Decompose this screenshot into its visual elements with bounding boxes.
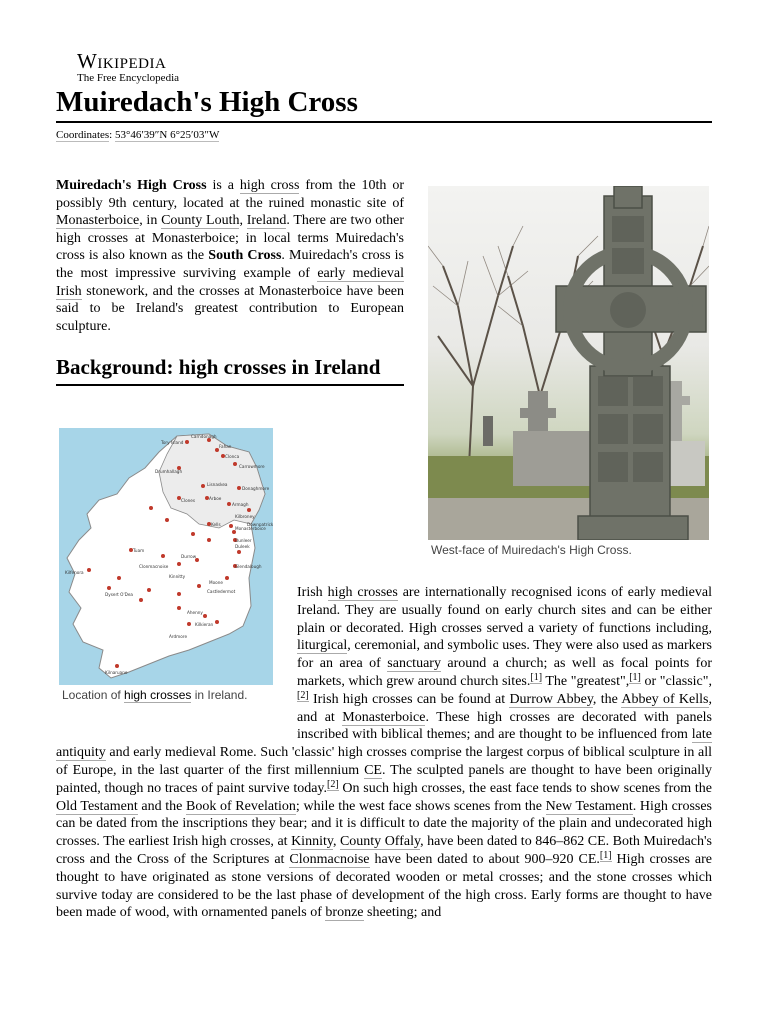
wikipedia-logo[interactable] [77, 50, 179, 84]
reference-1[interactable] [600, 850, 612, 862]
reference-2[interactable] [297, 690, 309, 702]
page-title: Muiredach's High Cross [56, 84, 712, 123]
svg-text:Duleek: Duleek [235, 544, 250, 549]
intro-text: . There are two other high crosses at Monasterboice; in local terms Muiredach's cross is also known as the [56, 213, 405, 264]
body-text: ; while the west face shows scenes from the [295, 798, 546, 814]
intro-text: is a [206, 178, 240, 193]
svg-text:Dunleer: Dunleer [235, 538, 252, 543]
body-text: , the [592, 691, 622, 707]
coordinates-value-link[interactable]: 53°46′39″N 6°25′03″W [114, 129, 220, 141]
cross-photo-drawing [428, 186, 709, 540]
body-text: High crosses are thought to have originated as stone versions of decorated wooden or metal crosses; and the stone crosses which survive today are considered to be the last phase of development of the high cross. Early forms are thought to have been made of wood, with ornamented panels of [56, 851, 713, 921]
svg-text:Glendalough: Glendalough [235, 564, 262, 569]
link-county-louth[interactable]: County Louth [161, 213, 240, 229]
svg-text:Fahan: Fahan [219, 444, 232, 449]
body-text: and the [137, 798, 186, 814]
svg-text:Kilnaruane: Kilnaruane [105, 670, 128, 675]
link-county-offaly[interactable]: County Offaly [339, 834, 421, 850]
map-float-spacer [56, 584, 297, 736]
section-heading-background: Background: high crosses in Ireland [56, 353, 404, 386]
reference-label: [2] [327, 778, 339, 790]
body-text: are internationally recognised icons of early medieval Ireland. They are usually found on early church sites and can be either plain or decorated. High crosses served a variety of functions including, [297, 585, 712, 636]
body-text: On such high crosses, the east face tends to show scenes from the [338, 780, 712, 796]
link-ce[interactable]: CE [364, 762, 382, 778]
link-abbey-of-kells[interactable]: Abbey of Kells [621, 691, 709, 707]
wikipedia-tagline: The Free Encyclopedia [77, 72, 180, 84]
svg-text:Carndonagh: Carndonagh [191, 434, 217, 439]
link-high-crosses[interactable]: high crosses [327, 585, 398, 600]
intro-text: , [239, 213, 247, 229]
body-text: or "classic", [640, 673, 712, 689]
svg-text:Ahenny: Ahenny [187, 610, 203, 615]
intro-text: . Muiredach's cross is the most impressive surviving example of [56, 248, 404, 281]
svg-text:Clonmacnoise: Clonmacnoise [139, 564, 169, 569]
link-kinnity[interactable]: Kinnity [291, 834, 333, 850]
link-monasterboice-body[interactable]: Monasterboice [342, 709, 426, 725]
svg-text:Monasterboice: Monasterboice [235, 526, 266, 531]
svg-text:Lisnaskea: Lisnaskea [207, 482, 228, 487]
link-book-of-revelation[interactable]: Book of Revelation [185, 798, 296, 814]
background-paragraph [56, 584, 712, 922]
link-durrow-abbey[interactable]: Durrow Abbey [509, 691, 593, 707]
reference-label: [1] [599, 849, 612, 861]
svg-text:Downpatrick: Downpatrick [247, 522, 273, 527]
svg-text:Ardmore: Ardmore [169, 634, 188, 639]
body-text: , and at [297, 691, 712, 725]
intro-text: from the 10th or possibly 9th century, located at the ruined monastic site of [56, 178, 404, 211]
intro-text: stonework, and the crosses at Monasterboice have been said to be Ireland's greatest contribution to European sculpture. [56, 283, 404, 334]
link-new-testament[interactable]: New Testament [545, 798, 633, 814]
body-text: , ceremonial, and symbolic uses. They were also used as markers for an area of [297, 638, 712, 672]
svg-text:Drumhallagh: Drumhallagh [155, 469, 183, 474]
photo-caption: West-face of Muiredach's High Cross. [431, 543, 632, 557]
link-sanctuary[interactable]: sanctuary [387, 656, 441, 672]
link-monasterboice[interactable]: Monasterboice [56, 213, 140, 229]
body-text: . The sculpted panels are thought to have been originally painted, though no traces of paint survive today. [56, 762, 712, 796]
intro-paragraph [56, 177, 404, 335]
body-text: around a church; as well as focal points for markets, which grew around church sites. [297, 656, 712, 689]
body-text: . These high crosses are decorated with panels inscribed with biblical themes; and are thought to be influenced from [297, 709, 712, 743]
svg-text:Carrowmore: Carrowmore [239, 464, 265, 469]
intro-bold-name: Muiredach's High Cross [56, 178, 207, 193]
link-ireland[interactable]: Ireland [246, 213, 287, 229]
body-text: . High crosses can be dated from the inscriptions they bear; and it is difficult to date the majority of the plain and undecorated high crosses. The earliest Irish high crosses, at [56, 798, 712, 850]
svg-text:Tory Island: Tory Island [161, 440, 184, 445]
body-text: have been dated to about 900–920 CE. [369, 851, 600, 867]
svg-text:Moone: Moone [209, 580, 223, 585]
reference-label: [2] [297, 689, 309, 701]
coordinates: Coordinates: 53°46′39″N 6°25′03″W [56, 129, 220, 141]
svg-text:Kilkieran: Kilkieran [195, 622, 214, 627]
svg-text:Dysert O'Dea: Dysert O'Dea [105, 592, 133, 597]
svg-text:Arboe: Arboe [209, 496, 222, 501]
link-high-cross[interactable]: high cross [239, 178, 300, 193]
svg-text:Durrow: Durrow [181, 554, 197, 559]
link-late-antiquity[interactable]: late antiquity [56, 727, 712, 761]
intro-bold-south-cross: South Cross [208, 248, 282, 264]
svg-text:Castledermot: Castledermot [207, 589, 236, 594]
reference-1[interactable] [629, 672, 641, 684]
svg-text:Clonca: Clonca [225, 454, 240, 459]
svg-text:Donaghmore: Donaghmore [242, 486, 270, 491]
svg-text:Tuam: Tuam [133, 548, 145, 553]
map-caption-text: Location of [62, 688, 125, 702]
link-bronze[interactable]: bronze [325, 905, 364, 921]
body-text: , [332, 834, 340, 850]
body-text: and early medieval Rome. Such 'classic' high crosses comprise the largest corpus of biblical sculpture in all of Europe, in the last quarter of the first millennium [56, 745, 712, 778]
wikipedia-wordmark: Wikipedia [77, 49, 167, 73]
link-clonmacnoise[interactable]: Clonmacnoise [289, 851, 370, 867]
body-text: , have been dated to 846–862 CE. Both Muiredach's cross and the Cross of the Scriptures at [56, 834, 712, 867]
link-old-testament[interactable]: Old Testament [56, 798, 138, 814]
svg-text:Kells: Kells [211, 522, 221, 527]
cross-photo[interactable] [428, 186, 709, 540]
svg-text:Kinnitty: Kinnitty [169, 574, 186, 579]
coordinates-label-link[interactable]: Coordinates [56, 129, 110, 141]
intro-text: , in [139, 213, 162, 229]
reference-2[interactable] [327, 779, 339, 791]
body-text: Irish high crosses can be found at [308, 691, 510, 707]
body-text: Irish [297, 585, 328, 600]
reference-label: [1] [530, 671, 543, 683]
link-map-high-crosses[interactable]: high crosses [124, 688, 192, 702]
reference-1[interactable] [530, 672, 542, 684]
svg-text:Clones: Clones [181, 498, 196, 503]
link-early-medieval-irish[interactable]: early medieval Irish [56, 265, 404, 299]
reference-label: [1] [629, 671, 641, 683]
svg-text:Kilbroney: Kilbroney [235, 514, 255, 519]
map-caption-text: in Ireland. [191, 688, 248, 702]
svg-text:Armagh: Armagh [232, 502, 249, 507]
body-text: The "greatest", [542, 673, 630, 689]
body-text: sheeting; and [363, 905, 442, 921]
link-liturgical[interactable]: liturgical [297, 638, 348, 654]
svg-text:Kilfenora: Kilfenora [65, 570, 84, 575]
